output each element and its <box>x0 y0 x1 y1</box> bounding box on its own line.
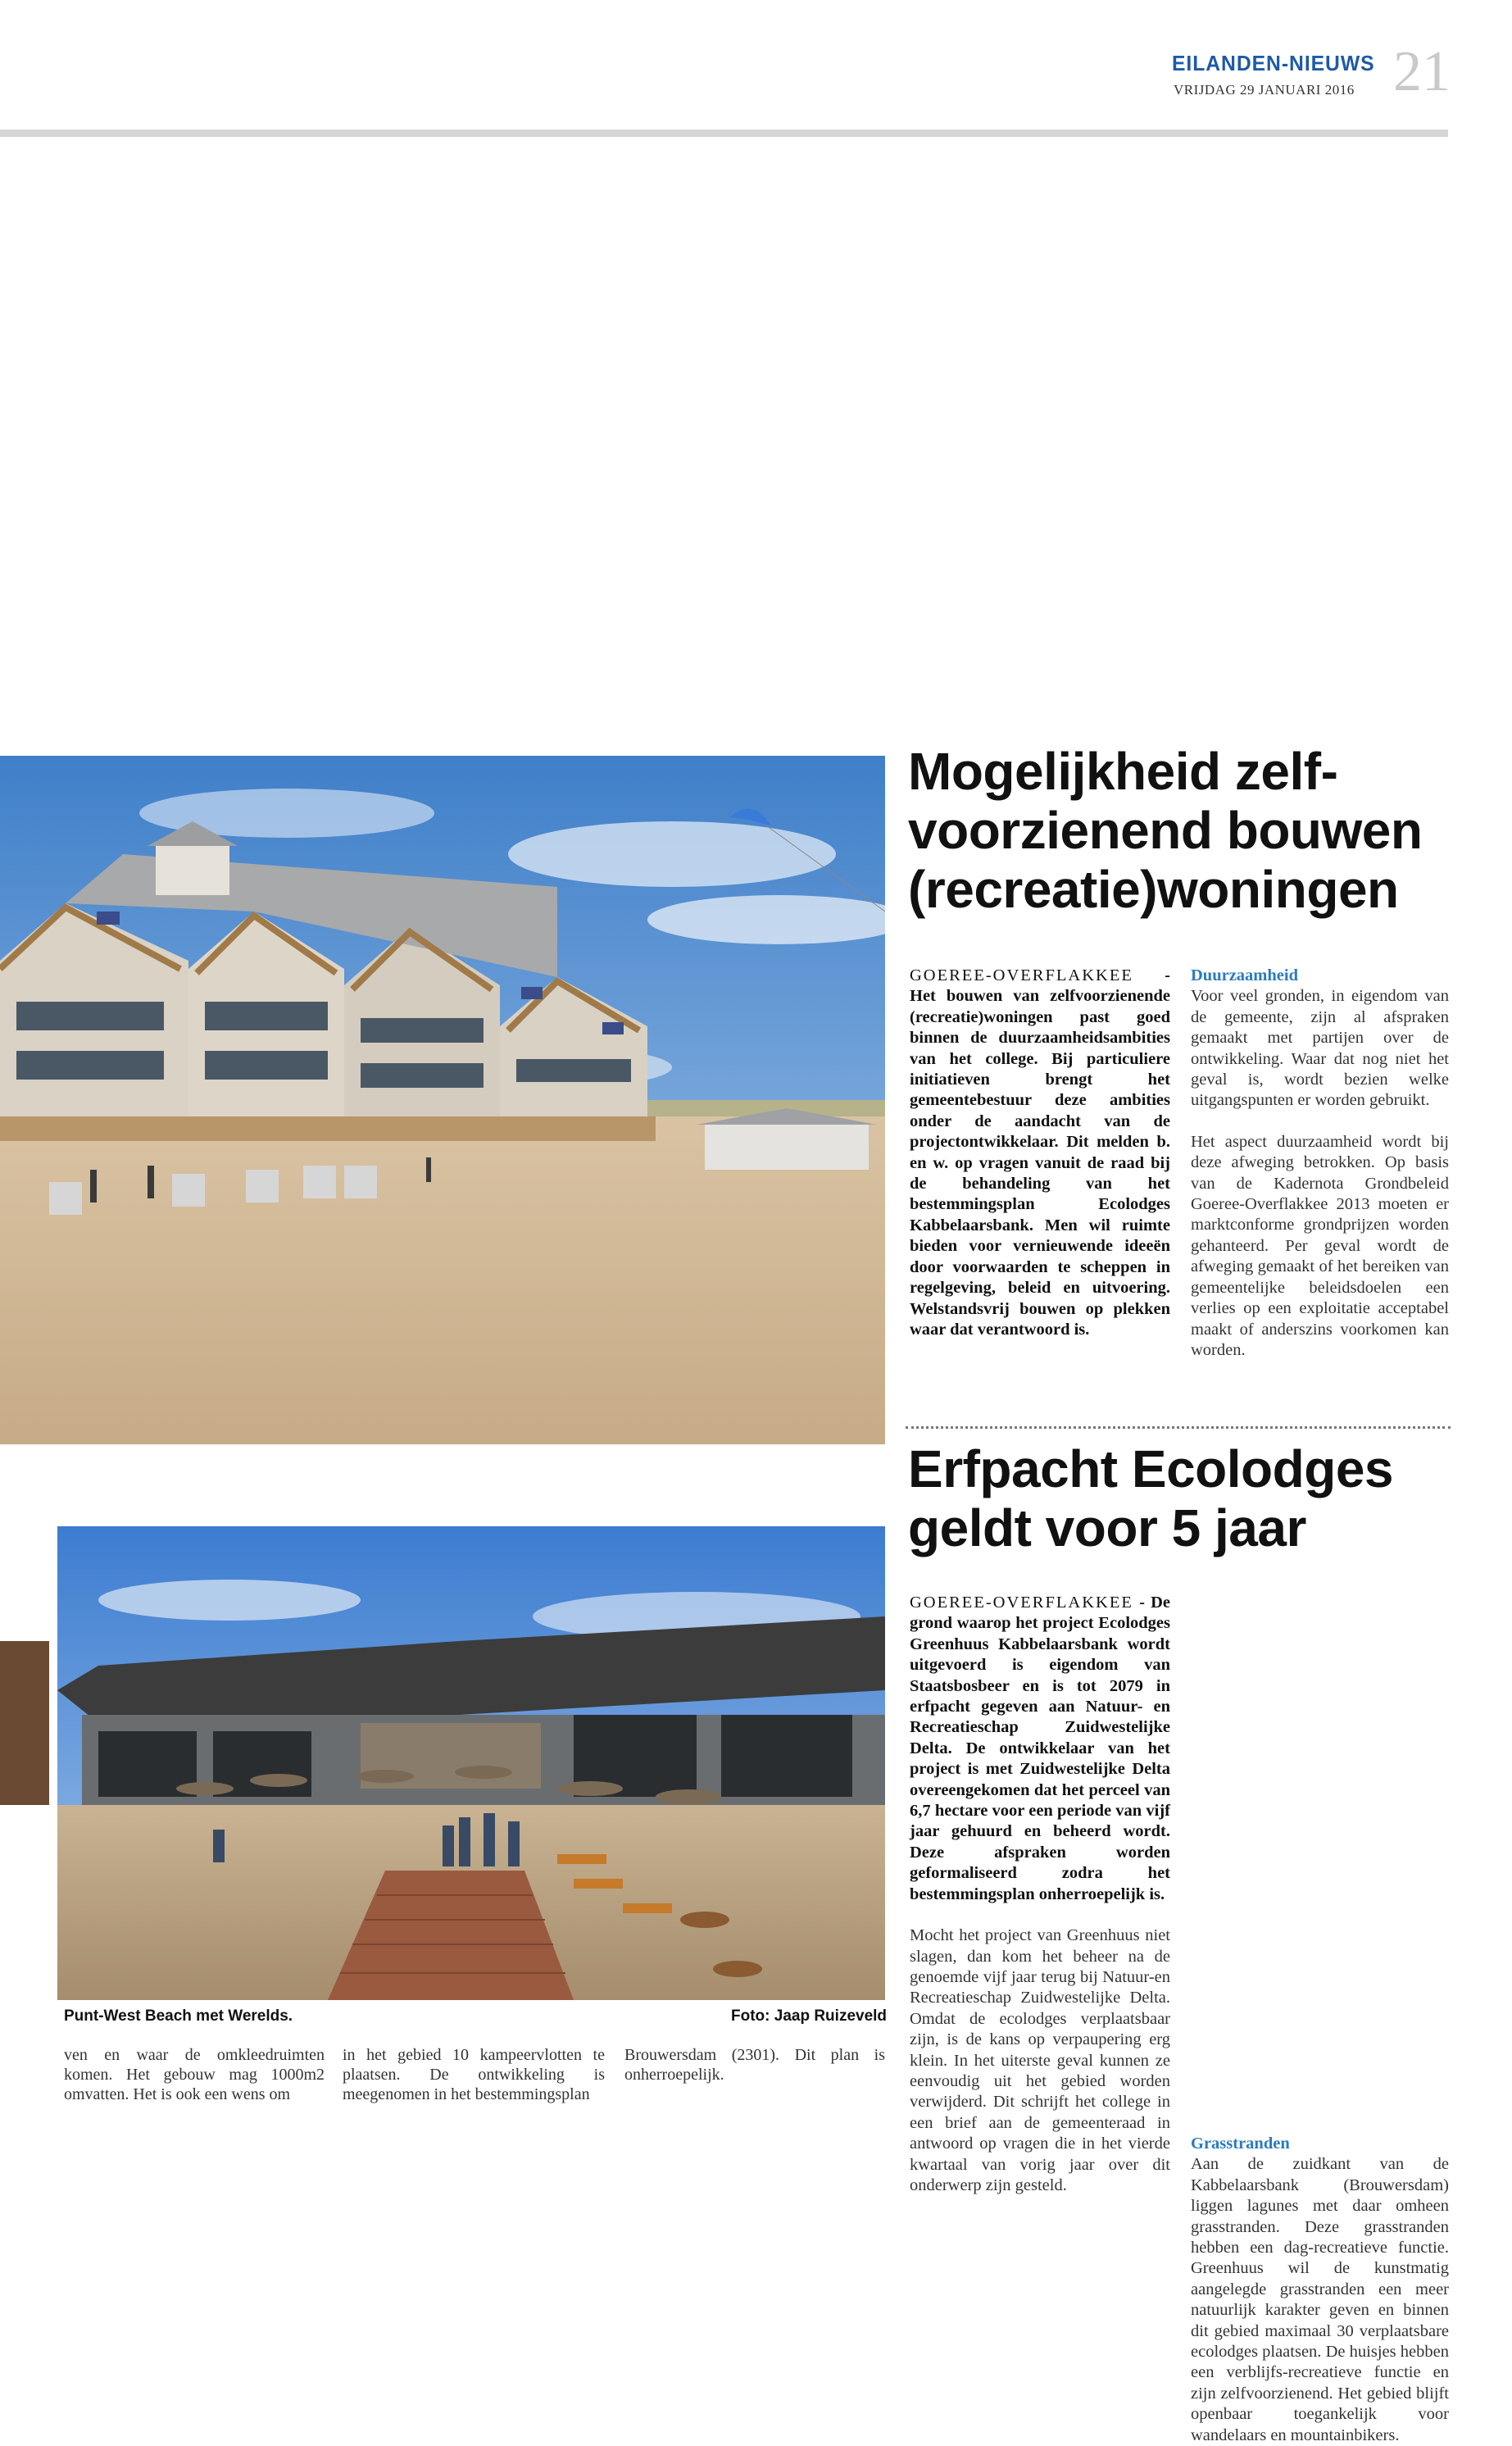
body-paragraph: Voor veel gronden, in eigendom van de gemeente, zijn al afspraken gemaakt met partijen over de ontwikkeling. Waar dat nog niet het geval is, wordt bezien welke uitgangspunten er worden gebruikt. <box>1191 987 1449 1110</box>
article-2-lead-column <box>910 1593 1170 2196</box>
photo-credit: Foto: Jaap Ruizeveld <box>731 2007 888 2025</box>
headline-line: geldt voor 5 jaar <box>908 1498 1306 1557</box>
lead-paragraph: - Het bouwen van zelfvoorzienende (recreatie)woningen past goed binnen de duurzaamheidsambities van het college. Bij particuliere initiatieven brengt het gemeentebestuur deze ambities onder de aandacht van de projectontwikkelaar. Dit melden b. en w. op vragen vanuit de raad bij de behandeling van het bestemmingsplan Ecolodges Kabbelaarsbank. Men wil ruimte bieden voor vernieuwende ideeën door voorwaarden te scheppen in regelgeving, beleid en uitvoering. Welstandsvrij bouwen op plekken waar dat verantwoord is. <box>910 966 1170 1339</box>
dateline: GOEREE-OVERFLAKKEE <box>910 966 1133 984</box>
issue-date: VRIJDAG 29 JANUARI 2016 <box>1174 82 1355 98</box>
article-1-lead-column <box>910 966 1170 1340</box>
article-1-headline <box>908 742 1465 919</box>
beach-lodges-photo <box>0 756 885 1444</box>
beach-pavilion-photo <box>0 1526 885 2000</box>
continuation-column: ven en waar de omkleedruimten komen. Het gebouw mag 1000m2 omvatten. Het is ook een wens om <box>64 2046 325 2103</box>
lead-paragraph: - De grond waarop het project Ecolodges Greenhuus Kabbelaarsbank wordt uitgevoerd is eigendom van Staatsbosbeer en is tot 2079 in erfpacht gegeven aan Natuur- en Recreatieschap Zuidwestelijke Delta. De ontwikkelaar van het project is met Zuidwestelijke Delta overeengekomen dat het perceel van 6,7 hectare voor een periode van vijf jaar gehuurd en beheerd wordt. Deze afspraken worden geformaliseerd zodra het bestemmingsplan onherroepelijk is. <box>910 1594 1170 1903</box>
body-paragraph: Mocht het project van Greenhuus niet slagen, dan kom het beheer na de genoemde vijf jaar terug bij Natuur-en Recreatieschap Zuidwestelijke Delta. Omdat de ecolodges verplaatsbaar zijn, is de kans op verpaupering erg klein. In het uiterste geval kunnen ze eenvoudig uit het gebied worden verwijderd. Dit schrijft het college in een brief aan de gemeenteraad in antwoord op vragen die in het vierde kwartaal van vorig jaar over dit onderwerp zijn gesteld. <box>910 1926 1170 2194</box>
subheading: Grasstranden <box>1191 2135 1290 2153</box>
article-divider <box>906 1426 1451 1429</box>
page-number: 21 <box>1393 40 1451 103</box>
continuation-column: in het gebied 10 kampeervlotten te plaatsen. De ontwikkeling is meegenomen in het bestemmingsplan <box>343 2046 605 2103</box>
article-1-body-column <box>1191 966 1449 1361</box>
headline-line: voorzienend bouwen <box>908 801 1423 860</box>
body-paragraph: Het aspect duurzaamheid wordt bij deze afweging betrokken. Op basis van de Kadernota Grondbeleid Goeree-Overflakkee 2013 moeten er marktconforme grondprijzen worden gehanteerd. Per geval wordt de afweging gemaakt of het bereiken van gemeentelijke beleidsdoelen een verlies op een exploitatie acceptabel maakt of anderszins voorkomen kan worden. <box>1191 1132 1449 1359</box>
dateline: GOEREE-OVERFLAKKEE <box>910 1594 1133 1612</box>
article-2-right-column <box>1191 1593 1449 2446</box>
photo-caption: Punt-West Beach met Werelds. <box>64 2007 293 2025</box>
continuation-column: Brouwersdam (2301). Dit plan is onherroepelijk. <box>624 2046 885 2084</box>
headline-line: Erfpacht Ecolodges <box>908 1439 1393 1498</box>
headline-line: Mogelijkheid zelf- <box>908 742 1338 801</box>
body-paragraph: Aan de zuidkant van de Kabbelaarsbank (Brouwersdam) liggen lagunes met daar omheen grasstranden. Deze grasstranden hebben een dag-recreatieve functie. Greenhuus wil de kunstmatig aangelegde grasstranden een meer natuurlijk karakter geven en binnen dit gebied maximaal 30 verplaatsbare ecolodges plaatsen. De huisjes hebben een verblijfs-recreatieve functie en zijn zelfvoorzienend. Het gebied blijft openbaar toegankelijk voor wandelaars en mountainbikers. <box>1191 2155 1449 2444</box>
header-rule <box>0 130 1448 137</box>
headline-line: (recreatie)woningen <box>908 860 1399 919</box>
article-2-headline <box>908 1439 1465 1557</box>
newspaper-logo: EILANDEN-NIEUWS <box>1172 51 1375 75</box>
subheading: Duurzaamheid <box>1191 966 1298 984</box>
